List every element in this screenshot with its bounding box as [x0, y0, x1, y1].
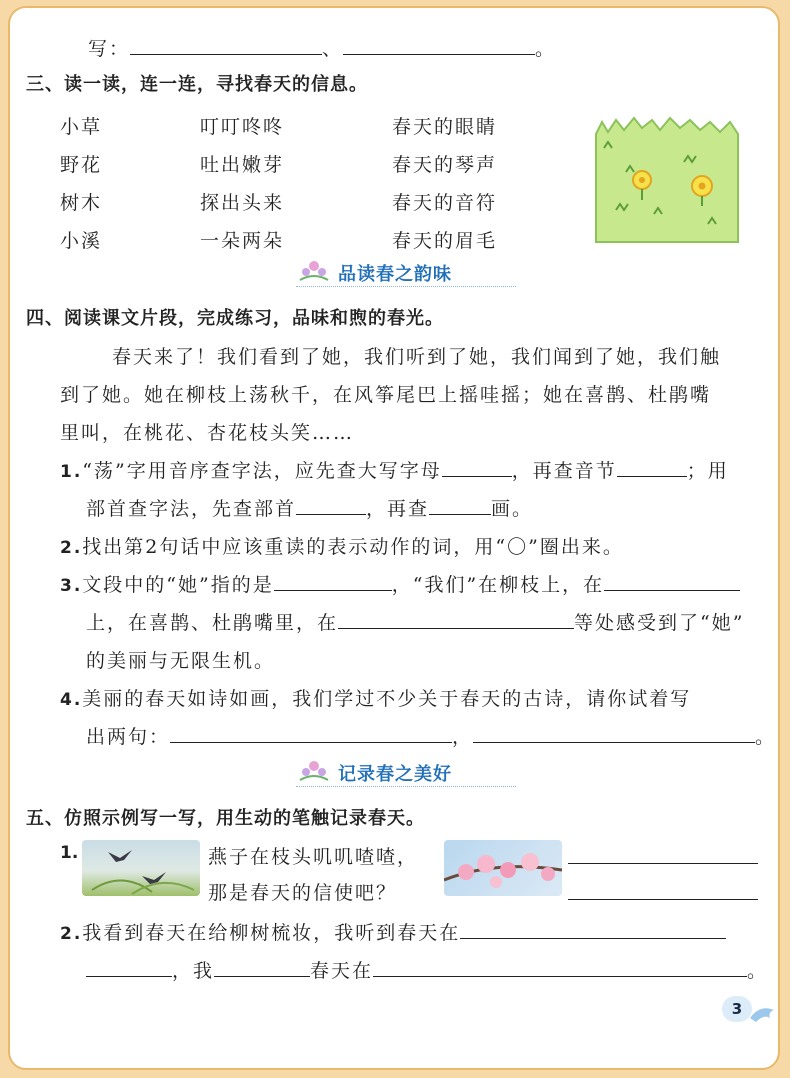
answer-blank[interactable]: [343, 53, 535, 55]
section3-title: 三、读一读，连一连，寻找春天的信息。: [26, 74, 368, 95]
section5-title: 五、仿照示例写一写，用生动的笔触记录春天。: [26, 808, 425, 829]
answer-blank[interactable]: [130, 53, 322, 55]
match-item[interactable]: 野花: [60, 154, 103, 176]
divider: [296, 786, 516, 787]
question-2: 2.找出第2句话中应该重读的表示动作的词，用“〇”圈出来。: [60, 536, 624, 558]
flower-ornament-icon: [296, 258, 330, 284]
answer-blank[interactable]: [429, 513, 491, 515]
example-line: 那是春天的信使吧？: [208, 882, 398, 904]
question-3: 3.文段中的“她”指的是 ，“我们”在柳枝上，在: [60, 570, 740, 597]
swallow-photo: [82, 840, 200, 896]
section-heading: 品读春之韵味: [338, 264, 452, 285]
answer-blank[interactable]: [604, 589, 740, 591]
match-item[interactable]: 叮叮咚咚: [200, 116, 285, 138]
dolphin-icon: [748, 1000, 778, 1028]
answer-blank[interactable]: [338, 627, 574, 629]
match-item[interactable]: 一朵两朵: [200, 230, 285, 252]
match-col2: [200, 108, 284, 260]
passage-line: 里叫，在桃花、杏花枝头笑……: [60, 422, 355, 444]
answer-blank[interactable]: [473, 741, 755, 743]
section4-title: 四、阅读课文片段，完成练习，品味和煦的春光。: [26, 308, 444, 329]
grass-flowers-illustration: [588, 114, 744, 246]
answer-blank[interactable]: [373, 975, 747, 977]
divider: [296, 286, 516, 287]
flower-ornament-icon: [296, 758, 330, 784]
question-4-cont: 出两句： ， 。: [86, 726, 777, 748]
question-4: 4.美丽的春天如诗如画，我们学过不少关于春天的古诗，请你试着写: [60, 688, 692, 710]
example-number: 1.: [60, 843, 79, 863]
match-item[interactable]: 春天的琴声: [392, 154, 498, 176]
match-item[interactable]: 小溪: [60, 230, 103, 252]
match-item[interactable]: 春天的音符: [392, 192, 498, 214]
peach-blossom-photo: [444, 840, 562, 896]
match-item[interactable]: 春天的眉毛: [392, 230, 498, 252]
answer-blank[interactable]: [568, 862, 758, 864]
match-item[interactable]: 小草: [60, 116, 103, 138]
section-heading: 记录春之美好: [338, 764, 452, 785]
answer-blank[interactable]: [86, 975, 172, 977]
answer-blank[interactable]: [568, 898, 758, 900]
answer-blank[interactable]: [214, 975, 310, 977]
answer-blank[interactable]: [274, 589, 392, 591]
match-col3: [392, 108, 497, 260]
match-item[interactable]: 树木: [60, 192, 103, 214]
answer-blank[interactable]: [442, 475, 512, 477]
passage-line: 春天来了！我们看到了她，我们听到了她，我们闻到了她，我们触: [112, 346, 722, 368]
passage-line: 到了她。她在柳枝上荡秋千，在风筝尾巴上摇哇摇；她在喜鹊、杜鹃嘴: [60, 384, 712, 406]
question-1-cont: 部首查字法，先查部首 ，再查 画。: [86, 498, 534, 520]
example-line: 燕子在枝头叽叽喳喳，: [208, 846, 419, 868]
match-item[interactable]: 吐出嫩芽: [200, 154, 285, 176]
question-1: 1.“荡”字用音序查字法，应先查大写字母 ，再查音节 ；用: [60, 460, 729, 482]
answer-blank[interactable]: [296, 513, 366, 515]
answer-blank[interactable]: [170, 741, 452, 743]
match-col1: [60, 108, 102, 260]
answer-blank[interactable]: [460, 937, 726, 939]
writing-question-2: 2.我看到春天在给柳树梳妆，我听到春天在: [60, 918, 726, 945]
match-item[interactable]: 探出头来: [200, 192, 285, 214]
write-line: 写： 、 。: [88, 38, 557, 60]
match-item[interactable]: 春天的眼睛: [392, 116, 498, 138]
answer-blank[interactable]: [617, 475, 687, 477]
writing-question-2-cont: ，我 春天在 。: [86, 956, 768, 983]
question-3-cont: 的美丽与无限生机。: [86, 650, 276, 672]
question-3-cont: 上，在喜鹊、杜鹃嘴里，在 等处感受到了“她”: [86, 612, 745, 634]
page-number: 3: [722, 996, 752, 1022]
